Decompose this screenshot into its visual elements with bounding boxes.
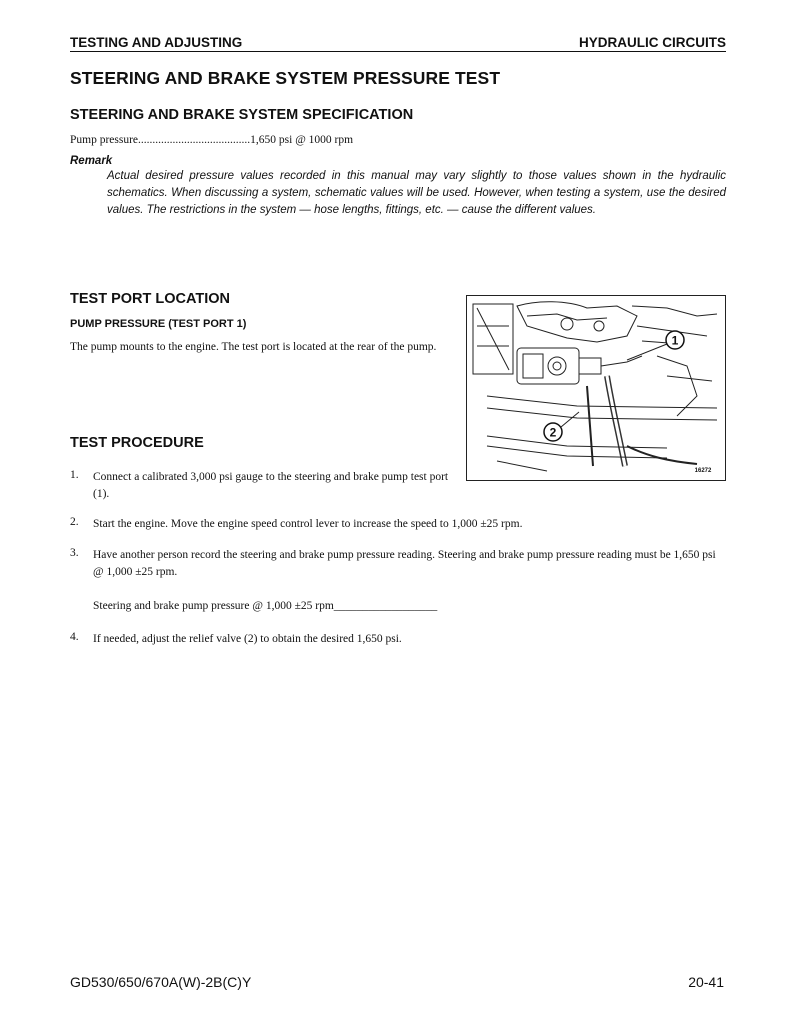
- footer-model: GD530/650/670A(W)-2B(C)Y: [70, 974, 252, 990]
- procedure-heading: TEST PROCEDURE: [70, 435, 204, 451]
- header-section: TESTING AND ADJUSTING: [70, 35, 243, 50]
- step-text: Have another person record the steering and brake pump pressure reading. Steering and brake pump pressure reading must be 1,650 psi @ 1,000 ±25 rpm.: [93, 549, 716, 578]
- test-port-heading: TEST PORT LOCATION: [70, 291, 231, 307]
- callout-2-label: 2: [549, 425, 557, 440]
- remark-label: Remark: [70, 155, 113, 167]
- page-header: [70, 35, 726, 52]
- record-line: Steering and brake pump pressure @ 1,000 ±25 rpm__________________: [93, 600, 438, 612]
- test-port-subheading: PUMP PRESSURE (TEST PORT 1): [70, 318, 247, 330]
- step-text: Start the engine. Move the engine speed control lever to increase the speed to 1,000 ±25 rpm.: [93, 518, 523, 530]
- spec-heading: STEERING AND BRAKE SYSTEM SPECIFICATION: [70, 107, 414, 123]
- callout-1-label: 1: [671, 333, 679, 348]
- step-number: 3.: [70, 547, 79, 559]
- header-topic: HYDRAULIC CIRCUITS: [579, 35, 726, 50]
- figure-ref-number: 16272: [694, 468, 712, 474]
- step-number: 4.: [70, 631, 79, 643]
- step-number: 2.: [70, 516, 79, 528]
- page-title: STEERING AND BRAKE SYSTEM PRESSURE TEST: [70, 68, 501, 88]
- pump-test-port-figure: [466, 295, 726, 481]
- remark-text: Actual desired pressure values recorded in this manual may vary slightly to those values shown in the hydraulic schematics. When discussing a system, schematic values will be used. However, when testing a system, use the desired values. The restrictions in the system — hose lengths, fittings, etc. — cause the different values.: [107, 170, 726, 216]
- step-text: Connect a calibrated 3,000 psi gauge to the steering and brake pump test port (1).: [93, 471, 449, 500]
- pump-illustration: [467, 296, 725, 480]
- step-number: 1.: [70, 469, 79, 481]
- step-text: If needed, adjust the relief valve (2) to obtain the desired 1,650 psi.: [93, 633, 402, 645]
- spec-line: Pump pressure.......................................1,650 psi @ 1000 rpm: [70, 134, 354, 146]
- footer-page-number: 20-41: [688, 974, 724, 990]
- test-port-text: The pump mounts to the engine. The test port is located at the rear of the pump.: [70, 341, 437, 353]
